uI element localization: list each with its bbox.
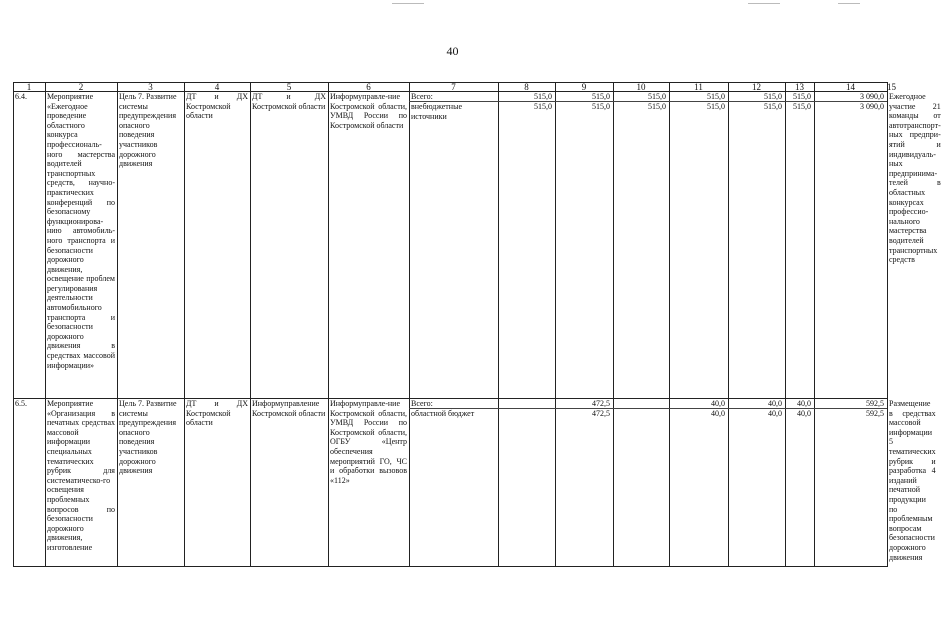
table-vline [728,82,729,566]
table-vline [45,82,46,566]
amount-value: 40,0 [711,409,725,418]
amount-value: 515,0 [793,102,811,111]
amount-value: 515,0 [764,102,782,111]
result-cell: Ежегодное участие 21 команды от автотранспорт-ных предпри-ятий и индивидуаль-ных предпринима-телей в областных конкурсах профессио-нального мастерства водителей транспортных средств [889,92,941,265]
table-vline [117,82,118,566]
source-type: внебюджетные источники [411,102,462,121]
amount-value: 515,0 [648,92,666,101]
goal-cell: Цель 7. Развитие системы предупреждения опасного поведения участников дорожного движения [119,92,177,169]
table-vline [250,82,251,566]
column-number: 10 [636,82,646,92]
scan-mark [392,3,424,4]
column-number: 13 [795,82,804,92]
table-vline [409,82,410,566]
goal-cell: Цель 7. Развитие системы предупреждения опасного поведения участников дорожного движения [119,399,177,476]
table-vline [328,82,329,566]
table-vline [613,82,614,566]
column-number: 15 [887,82,896,92]
source-type: областной бюджет [411,409,475,418]
responsible-cell: Информуправление Костромской области [252,399,326,418]
amount-value: 40,0 [797,409,811,418]
row-number: 6.5. [15,399,27,408]
amount-value: 40,0 [711,399,725,408]
amount-value: 472,5 [592,409,610,418]
amount-value: 515,0 [707,102,725,111]
scan-mark [748,3,780,4]
source-total: Всего: [411,399,433,408]
customer-cell: ДТ и ДХ Костромской области [186,399,248,428]
table-vline [555,82,556,566]
column-number: 7 [451,82,456,92]
amount-value: 515,0 [534,102,552,111]
column-number: 1 [26,82,32,92]
column-number: 14 [846,82,855,92]
column-number: 6 [366,82,371,92]
amount-value: 472,5 [592,399,610,408]
column-number: 9 [581,82,587,92]
amount-value: 592,5 [866,409,884,418]
table-hline [13,566,888,567]
amount-value: 40,0 [797,399,811,408]
result-cell: Размещение в средствах массовой информации 5 тематических рубрик и разработка 4 изданий печатной продукции по проблемным вопросам безопасности дорожного движения [889,399,936,562]
table-vline [669,82,670,566]
responsible-cell: ДТ и ДХ Костромской области [252,92,326,111]
amount-value: 515,0 [534,92,552,101]
amount-value: 515,0 [592,92,610,101]
scan-mark [838,3,860,4]
column-number: 11 [694,82,703,92]
amount-value: 515,0 [707,92,725,101]
row-number: 6.4. [15,92,27,101]
column-number: 5 [286,82,292,92]
column-number: 12 [752,82,761,92]
page-number: 40 [446,44,459,58]
table-vline [184,82,185,566]
customer-cell: ДТ и ДХ Костромской области [186,92,248,121]
amount-value: 40,0 [768,409,782,418]
amount-value: 515,0 [764,92,782,101]
event-name: Мероприятие «Организация в печатных средствах массовой информации специальных тематических рубрик для систематическо-го освещения проблемных вопросов по безопасности дорожного движения, изготовление [47,399,115,552]
table-vline [785,82,786,566]
amount-value: 3 090,0 [860,92,884,101]
event-name: Мероприятие «Ежегодное проведение областного конкурса профессиональ-ного мастерства водителей транспортных средств, научно-практических конференций по безопасному функционирова-нию автомобиль-ного транспорта и безопасности дорожного движения, освещение проблем регулирования деятельности автомобильного транспорта и безопасности дорожного движения в средствах массовой информации» [47,92,115,370]
amount-value: 3 090,0 [860,102,884,111]
amount-value: 592,5 [866,399,884,408]
table-vline [887,82,888,566]
executors-cell: Информуправле-ние Костромской области, УМВД России по Костромской области, ОГБУ «Центр обеспечения мероприятий ГО, ЧС и обработки вызовов «112» [330,399,407,485]
table-vline [498,82,499,566]
amount-value: 515,0 [592,102,610,111]
executors-cell: Информуправле-ние Костромской области, УМВД России по Костромской области [330,92,407,130]
source-total: Всего: [411,92,433,101]
amount-value: 515,0 [793,92,811,101]
table-vline [814,82,815,566]
column-number: 8 [524,82,529,92]
column-number: 3 [148,82,153,92]
column-number: 2 [78,82,84,92]
table-vline [13,82,14,566]
column-number: 4 [214,82,220,92]
amount-value: 40,0 [768,399,782,408]
amount-value: 515,0 [648,102,666,111]
